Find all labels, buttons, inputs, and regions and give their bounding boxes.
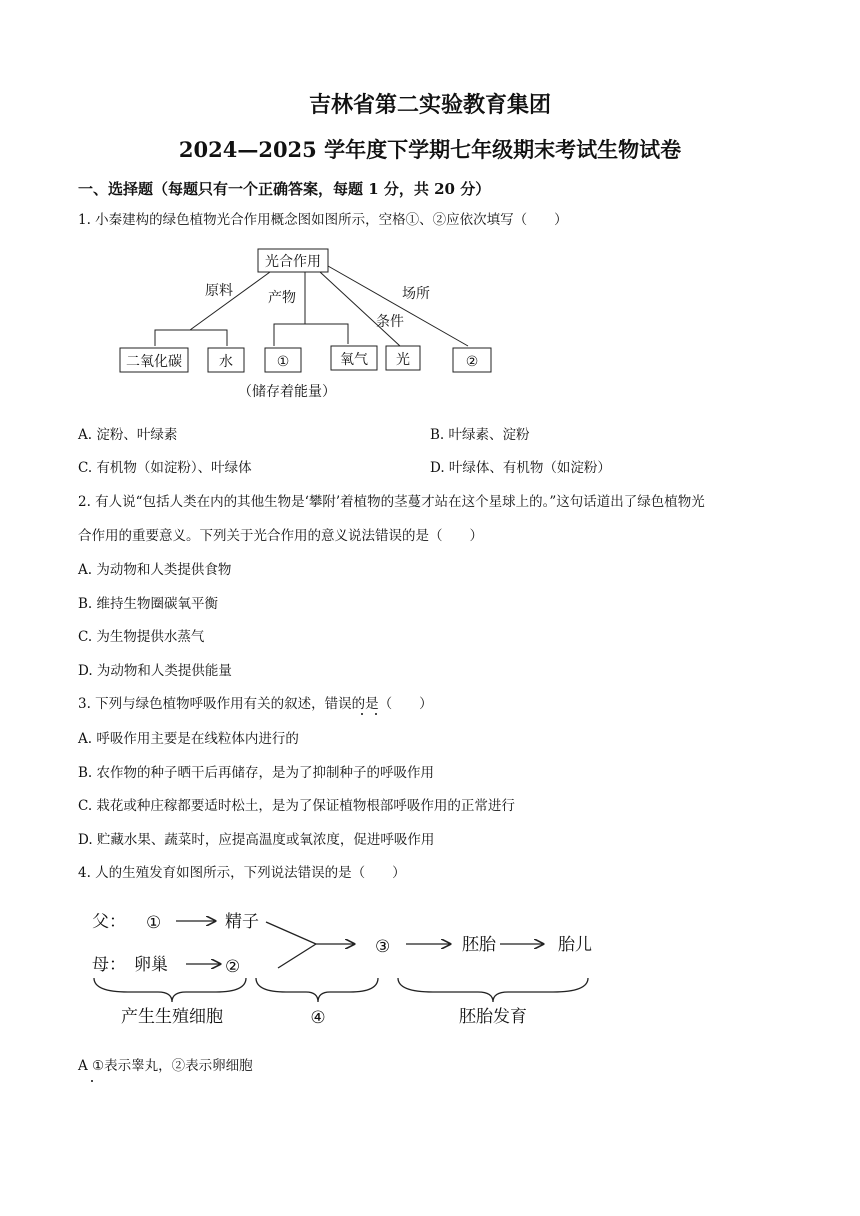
q1-option-a: A. 淀粉、叶绿素	[78, 427, 178, 443]
school-title: 吉林省第二实验教育集团	[308, 92, 551, 118]
q2-option-d: D. 为动物和人类提供能量	[78, 663, 232, 679]
q1-option-c: C. 有机物（如淀粉）、叶绿体	[78, 460, 252, 476]
q2-stem-line1: 2. 有人说“包括人类在内的其他生物是‘攀附’着植物的茎蔓才站在这个星球上的。”这句话道出了绿色植物光	[78, 494, 705, 510]
q3-stem: 3. 下列与绿色植物呼吸作用有关的叙述，错误的是（ ）	[78, 696, 433, 712]
q3-option-a: A. 呼吸作用主要是在线粒体内进行的	[78, 731, 299, 747]
embryo-dev-caption: 胚胎发育	[459, 1007, 527, 1027]
light-label: 光	[396, 352, 410, 368]
q4-option-a: A ①表示睾丸，②表示卵细胞	[78, 1058, 253, 1074]
gametes-caption: 产生生殖细胞	[121, 1007, 223, 1027]
blank2-label: ②	[465, 354, 479, 370]
q3-option-c: C. 栽花或种庄稼都要适时松土，是为了保证植物根部呼吸作用的正常进行	[78, 798, 515, 814]
photosynthesis-concept-map	[110, 240, 520, 405]
ovary-label: 卵巢	[134, 955, 168, 975]
q2-stem-line2: 合作用的重要意义。下列关于光合作用的意义说法错误的是（ ）	[78, 528, 483, 544]
emphasis-dot	[375, 713, 377, 715]
water-label: 水	[219, 354, 233, 370]
q1-stem: 1. 小秦建构的绿色植物光合作用概念图如图所示，空格①、②应依次填写（ ）	[78, 212, 568, 228]
sperm-label: 精子	[225, 912, 259, 932]
oxygen-label: 氧气	[340, 352, 368, 368]
co2-label: 二氧化碳	[126, 354, 182, 370]
root-label: 光合作用	[265, 254, 321, 270]
n1-label: ①	[146, 913, 162, 933]
q1-option-d: D. 叶绿体、有机物（如淀粉）	[430, 460, 611, 476]
q2-option-b: B. 维持生物圈碳氧平衡	[78, 596, 219, 612]
label-condition: 条件	[376, 314, 404, 330]
father-label: 父：	[92, 912, 126, 932]
n4-label: ④	[310, 1008, 326, 1028]
n2-label: ②	[225, 957, 241, 977]
q2-option-a: A. 为动物和人类提供食物	[78, 562, 232, 578]
embryo-label: 胚胎	[462, 935, 496, 955]
q3-option-d: D. 贮藏水果、蔬菜时，应提高温度或氧浓度，促进呼吸作用	[78, 832, 435, 848]
emphasis-dot	[361, 713, 363, 715]
q3-option-b: B. 农作物的种子晒干后再储存，是为了抑制种子的呼吸作用	[78, 765, 435, 781]
label-place: 场所	[402, 286, 430, 302]
mother-label: 母：	[92, 955, 126, 975]
exam-title: 2024—2025 学年度下学期七年级期末考试生物试卷	[178, 137, 682, 162]
human-reproduction-diagram	[88, 900, 608, 1035]
emphasis-dot	[91, 1080, 93, 1082]
blank1-label: ①	[276, 354, 290, 370]
q4-stem: 4. 人的生殖发育如图所示，下列说法错误的是（ ）	[78, 865, 406, 881]
q2-option-c: C. 为生物提供水蒸气	[78, 629, 205, 645]
energy-note: （储存着能量）	[238, 384, 336, 400]
label-raw: 原料	[205, 283, 233, 299]
q1-option-b: B. 叶绿素、淀粉	[430, 427, 530, 443]
fetus-label: 胎儿	[558, 935, 592, 955]
n3-label: ③	[375, 937, 391, 957]
label-product: 产物	[268, 290, 296, 306]
section-heading: 一、选择题（每题只有一个正确答案，每题 1 分，共 20 分）	[78, 180, 491, 198]
